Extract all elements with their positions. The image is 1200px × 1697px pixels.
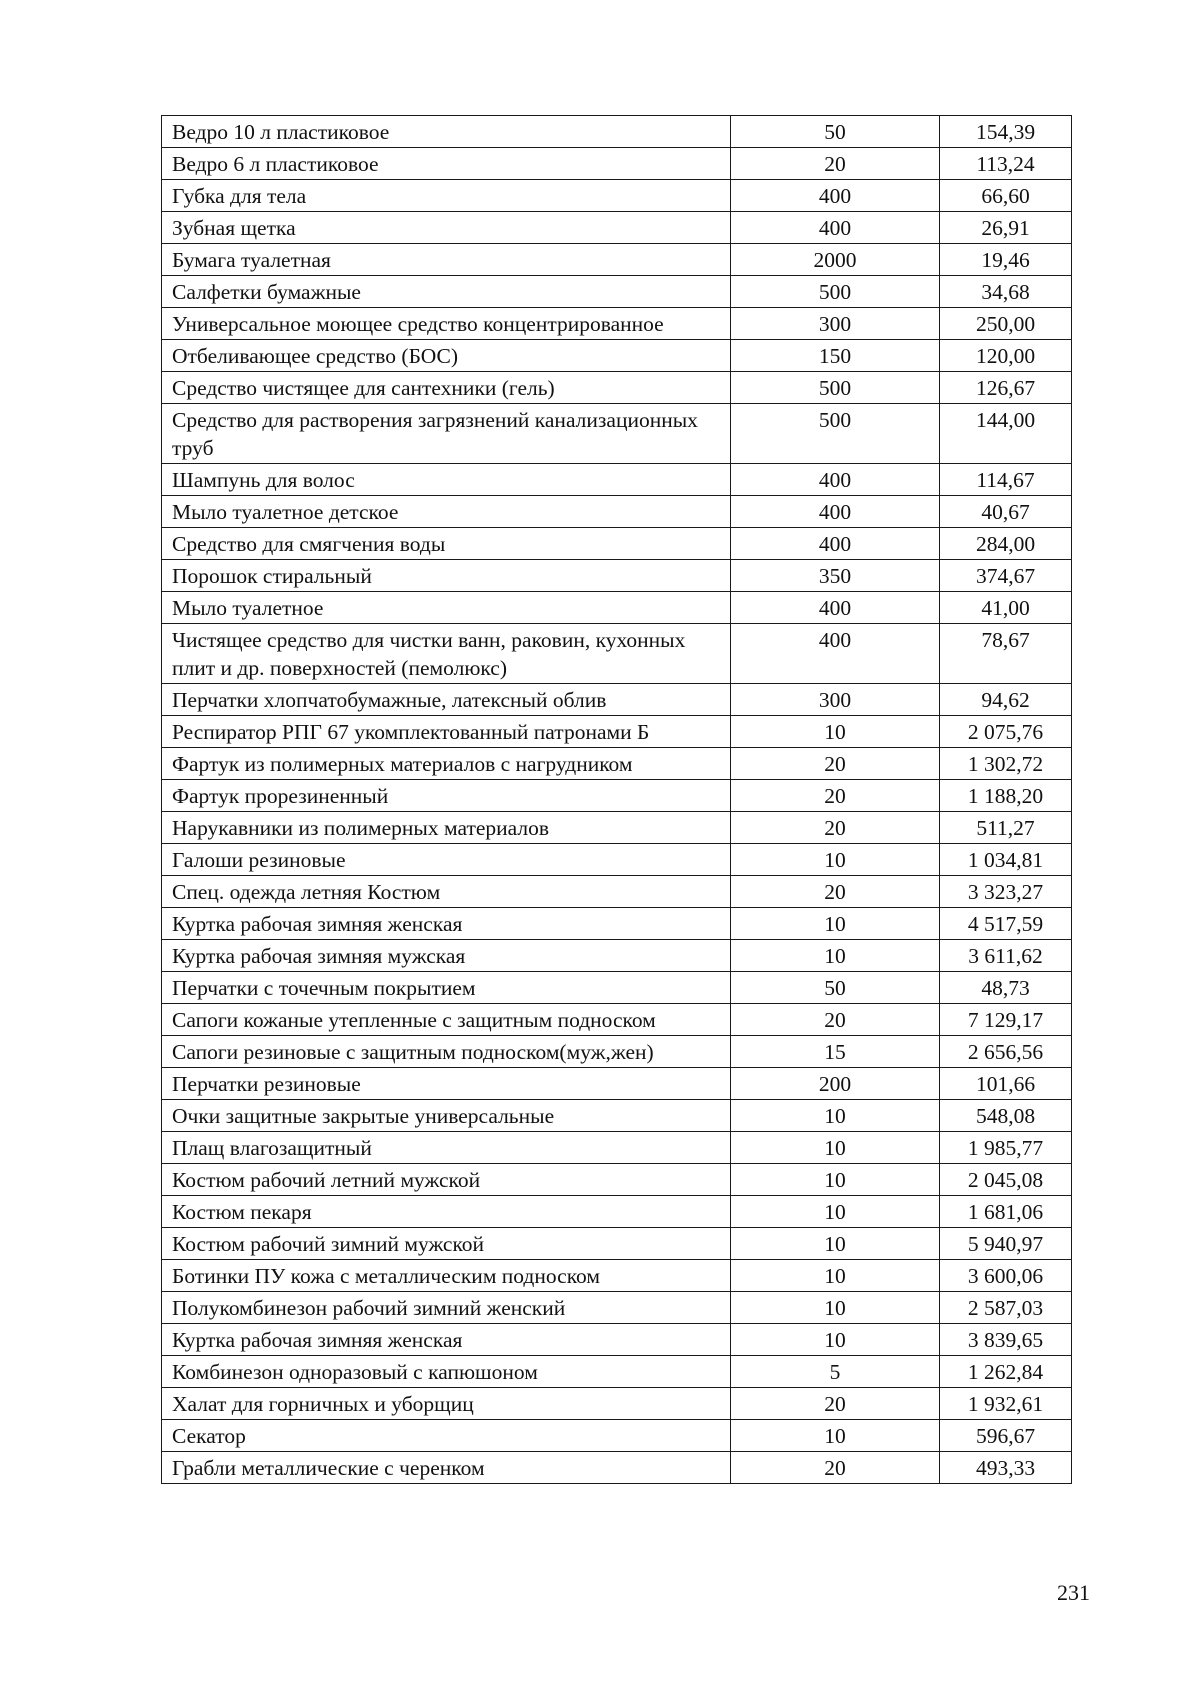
item-quantity: 10 <box>731 1324 940 1356</box>
table-row <box>162 212 1072 244</box>
item-price: 2 587,03 <box>940 1292 1072 1324</box>
item-name: Средство для смягчения воды <box>162 528 731 560</box>
item-price: 511,27 <box>940 812 1072 844</box>
item-name: Зубная щетка <box>162 212 731 244</box>
item-price: 48,73 <box>940 972 1072 1004</box>
item-quantity: 300 <box>731 684 940 716</box>
item-price: 374,67 <box>940 560 1072 592</box>
item-name: Губка для тела <box>162 180 731 212</box>
item-price: 144,00 <box>940 404 1072 464</box>
item-quantity: 10 <box>731 844 940 876</box>
item-price: 66,60 <box>940 180 1072 212</box>
table-row <box>162 1196 1072 1228</box>
table-row <box>162 404 1072 464</box>
item-name: Куртка рабочая зимняя женская <box>162 908 731 940</box>
table-row <box>162 1068 1072 1100</box>
table-row <box>162 1036 1072 1068</box>
table-row <box>162 1004 1072 1036</box>
item-price: 7 129,17 <box>940 1004 1072 1036</box>
item-name: Костюм пекаря <box>162 1196 731 1228</box>
item-quantity: 400 <box>731 624 940 684</box>
table-row <box>162 592 1072 624</box>
table-row <box>162 464 1072 496</box>
item-name: Секатор <box>162 1420 731 1452</box>
item-price: 1 302,72 <box>940 748 1072 780</box>
item-name: Шампунь для волос <box>162 464 731 496</box>
table-row <box>162 308 1072 340</box>
table-row <box>162 1228 1072 1260</box>
table-row <box>162 844 1072 876</box>
item-quantity: 500 <box>731 404 940 464</box>
item-quantity: 50 <box>731 972 940 1004</box>
item-price: 101,66 <box>940 1068 1072 1100</box>
item-name: Грабли металлические с черенком <box>162 1452 731 1484</box>
item-price: 40,67 <box>940 496 1072 528</box>
table-row <box>162 372 1072 404</box>
item-quantity: 10 <box>731 1100 940 1132</box>
item-price: 26,91 <box>940 212 1072 244</box>
item-quantity: 200 <box>731 1068 940 1100</box>
item-name: Полукомбинезон рабочий зимний женский <box>162 1292 731 1324</box>
item-price: 4 517,59 <box>940 908 1072 940</box>
items-table <box>161 115 1072 1484</box>
item-name: Средство для растворения загрязнений канализационных труб <box>162 404 731 464</box>
item-quantity: 20 <box>731 812 940 844</box>
item-price: 596,67 <box>940 1420 1072 1452</box>
table-row <box>162 560 1072 592</box>
item-price: 126,67 <box>940 372 1072 404</box>
item-price: 2 075,76 <box>940 716 1072 748</box>
item-name: Чистящее средство для чистки ванн, раковин, кухонных плит и др. поверхностей (пемолюкс) <box>162 624 731 684</box>
item-price: 2 656,56 <box>940 1036 1072 1068</box>
item-quantity: 10 <box>731 716 940 748</box>
table-row <box>162 684 1072 716</box>
item-quantity: 400 <box>731 592 940 624</box>
item-price: 19,46 <box>940 244 1072 276</box>
table-row <box>162 716 1072 748</box>
table-row <box>162 812 1072 844</box>
table-row <box>162 1260 1072 1292</box>
item-name: Очки защитные закрытые универсальные <box>162 1100 731 1132</box>
item-quantity: 10 <box>731 1260 940 1292</box>
item-name: Халат для горничных и уборщиц <box>162 1388 731 1420</box>
item-name: Мыло туалетное <box>162 592 731 624</box>
item-quantity: 300 <box>731 308 940 340</box>
item-quantity: 10 <box>731 908 940 940</box>
item-quantity: 20 <box>731 748 940 780</box>
item-quantity: 20 <box>731 148 940 180</box>
item-name: Средство чистящее для сантехники (гель) <box>162 372 731 404</box>
item-name: Бумага туалетная <box>162 244 731 276</box>
item-quantity: 400 <box>731 212 940 244</box>
item-price: 3 600,06 <box>940 1260 1072 1292</box>
items-table-body <box>162 116 1072 1484</box>
item-price: 548,08 <box>940 1100 1072 1132</box>
item-quantity: 400 <box>731 528 940 560</box>
item-price: 1 681,06 <box>940 1196 1072 1228</box>
item-name: Ведро 6 л пластиковое <box>162 148 731 180</box>
table-row <box>162 180 1072 212</box>
item-name: Плащ влагозащитный <box>162 1132 731 1164</box>
item-quantity: 150 <box>731 340 940 372</box>
item-price: 250,00 <box>940 308 1072 340</box>
item-price: 1 985,77 <box>940 1132 1072 1164</box>
item-quantity: 10 <box>731 1196 940 1228</box>
table-row <box>162 940 1072 972</box>
item-quantity: 400 <box>731 180 940 212</box>
item-name: Перчатки резиновые <box>162 1068 731 1100</box>
table-row <box>162 972 1072 1004</box>
table-row <box>162 1324 1072 1356</box>
table-row <box>162 1420 1072 1452</box>
item-name: Фартук прорезиненный <box>162 780 731 812</box>
item-name: Перчатки хлопчатобумажные, латексный облив <box>162 684 731 716</box>
item-quantity: 20 <box>731 1004 940 1036</box>
item-price: 3 839,65 <box>940 1324 1072 1356</box>
item-quantity: 500 <box>731 372 940 404</box>
item-price: 120,00 <box>940 340 1072 372</box>
item-price: 114,67 <box>940 464 1072 496</box>
item-price: 493,33 <box>940 1452 1072 1484</box>
table-row <box>162 1132 1072 1164</box>
item-name: Сапоги резиновые с защитным подноском(муж,жен) <box>162 1036 731 1068</box>
item-quantity: 400 <box>731 464 940 496</box>
table-row <box>162 748 1072 780</box>
item-price: 3 611,62 <box>940 940 1072 972</box>
item-name: Галоши резиновые <box>162 844 731 876</box>
table-row <box>162 1356 1072 1388</box>
item-name: Ведро 10 л пластиковое <box>162 116 731 148</box>
item-name: Порошок стиральный <box>162 560 731 592</box>
item-quantity: 400 <box>731 496 940 528</box>
item-quantity: 10 <box>731 940 940 972</box>
item-name: Куртка рабочая зимняя женская <box>162 1324 731 1356</box>
item-price: 1 932,61 <box>940 1388 1072 1420</box>
item-quantity: 20 <box>731 876 940 908</box>
item-quantity: 350 <box>731 560 940 592</box>
item-name: Нарукавники из полимерных материалов <box>162 812 731 844</box>
table-row <box>162 876 1072 908</box>
item-price: 284,00 <box>940 528 1072 560</box>
item-name: Спец. одежда летняя Костюм <box>162 876 731 908</box>
item-price: 113,24 <box>940 148 1072 180</box>
item-quantity: 10 <box>731 1132 940 1164</box>
table-row <box>162 1452 1072 1484</box>
item-name: Мыло туалетное детское <box>162 496 731 528</box>
item-price: 41,00 <box>940 592 1072 624</box>
item-name: Костюм рабочий зимний мужской <box>162 1228 731 1260</box>
item-quantity: 10 <box>731 1228 940 1260</box>
item-name: Фартук из полимерных материалов с нагрудником <box>162 748 731 780</box>
item-quantity: 10 <box>731 1420 940 1452</box>
item-name: Ботинки ПУ кожа с металлическим подноском <box>162 1260 731 1292</box>
item-price: 154,39 <box>940 116 1072 148</box>
item-name: Костюм рабочий летний мужской <box>162 1164 731 1196</box>
item-name: Салфетки бумажные <box>162 276 731 308</box>
item-price: 78,67 <box>940 624 1072 684</box>
item-name: Перчатки с точечным покрытием <box>162 972 731 1004</box>
item-quantity: 2000 <box>731 244 940 276</box>
table-row <box>162 1292 1072 1324</box>
item-quantity: 5 <box>731 1356 940 1388</box>
item-price: 1 034,81 <box>940 844 1072 876</box>
item-name: Комбинезон одноразовый с капюшоном <box>162 1356 731 1388</box>
table-row <box>162 148 1072 180</box>
table-row <box>162 340 1072 372</box>
item-price: 94,62 <box>940 684 1072 716</box>
table-row <box>162 1100 1072 1132</box>
table-row <box>162 1388 1072 1420</box>
item-quantity: 20 <box>731 1388 940 1420</box>
item-name: Отбеливающее средство (БОС) <box>162 340 731 372</box>
item-name: Сапоги кожаные утепленные с защитным подноском <box>162 1004 731 1036</box>
item-name: Куртка рабочая зимняя мужская <box>162 940 731 972</box>
item-quantity: 500 <box>731 276 940 308</box>
table-row <box>162 780 1072 812</box>
item-quantity: 10 <box>731 1292 940 1324</box>
item-price: 3 323,27 <box>940 876 1072 908</box>
table-row <box>162 244 1072 276</box>
table-row <box>162 908 1072 940</box>
page-number: 231 <box>1057 1580 1090 1605</box>
item-quantity: 15 <box>731 1036 940 1068</box>
item-price: 2 045,08 <box>940 1164 1072 1196</box>
item-quantity: 50 <box>731 116 940 148</box>
item-quantity: 20 <box>731 1452 940 1484</box>
table-row <box>162 624 1072 684</box>
table-row <box>162 276 1072 308</box>
item-quantity: 20 <box>731 780 940 812</box>
table-row <box>162 528 1072 560</box>
item-price: 1 188,20 <box>940 780 1072 812</box>
item-price: 5 940,97 <box>940 1228 1072 1260</box>
item-price: 34,68 <box>940 276 1072 308</box>
item-price: 1 262,84 <box>940 1356 1072 1388</box>
table-row <box>162 496 1072 528</box>
item-quantity: 10 <box>731 1164 940 1196</box>
table-row <box>162 116 1072 148</box>
table-row <box>162 1164 1072 1196</box>
item-name: Универсальное моющее средство концентрированное <box>162 308 731 340</box>
item-name: Респиратор РПГ 67 укомплектованный патронами Б <box>162 716 731 748</box>
